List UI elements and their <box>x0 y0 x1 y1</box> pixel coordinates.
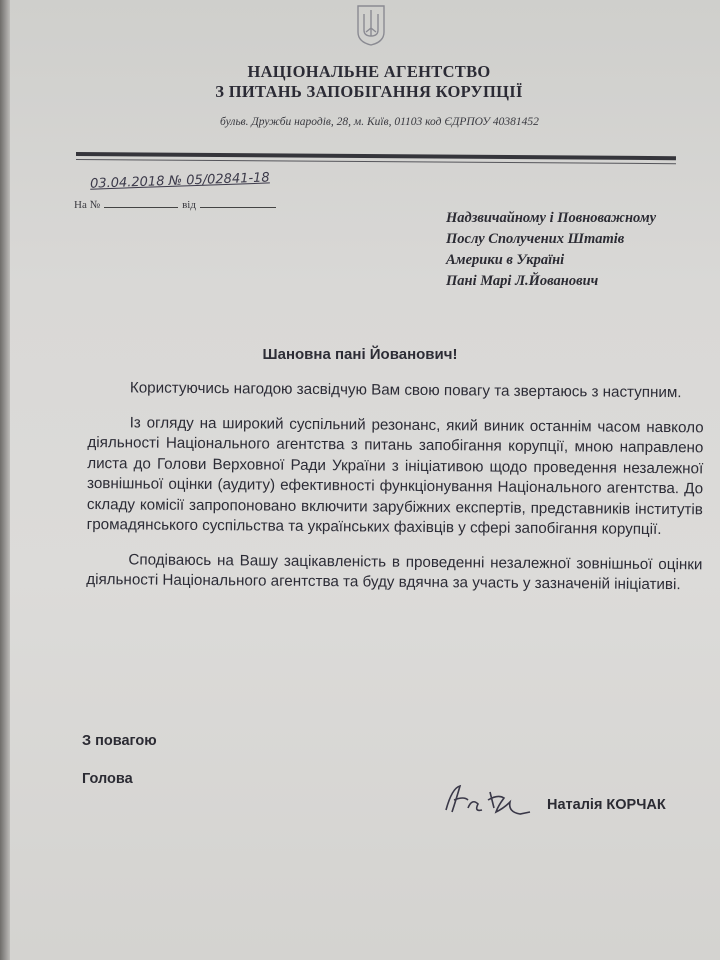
body-paragraph-2: Із огляду на широкий суспільний резонанс, який виник останнім часом навколо діяльності Національного агентства з питань запобігання корупції, мною направлено листа до Голови Верховної Ради України з ініціативою щодо проведення незалежної зовнішньої оцінки (аудиту) ефективності функціонування Національного агентства. До складу комісії запропоновано включити зарубіжних експертів, представників інститутів громадянського суспільства та українських фахівців у сфері запобігання корупції. <box>86 413 704 539</box>
letterhead-divider-thin <box>76 159 676 164</box>
recipient-line3: Америки в Україні <box>446 252 565 268</box>
closing-phrase: З повагою <box>82 733 157 749</box>
recipient-line1: Надзвичайному і Повноважному <box>446 210 657 226</box>
recipient-block <box>446 208 716 292</box>
recipient-line2: Послу Сполучених Штатів <box>446 231 625 247</box>
handwritten-outgoing-number: 03.04.2018 № 05/02841-18 <box>89 170 270 192</box>
handwritten-signature <box>438 778 538 822</box>
signer-position: Голова <box>82 771 133 787</box>
paper-edge <box>0 0 10 960</box>
salutation: Шановна пані Йованович! <box>262 346 458 363</box>
reference-number-label: На № <box>74 199 101 211</box>
reference-line <box>74 199 276 211</box>
reference-number-blank <box>104 207 178 208</box>
recipient-line4: Пані Марі Л.Йованович <box>446 273 599 289</box>
organization-address: бульв. Дружби народів, 28, м. Київ, 01103 код ЄДРПОУ 40381452 <box>220 116 539 128</box>
trident-icon <box>354 2 388 46</box>
reference-date-blank <box>200 207 276 208</box>
organization-name-line1: НАЦІОНАЛЬНЕ АГЕНТСТВО <box>247 62 491 81</box>
letter-body <box>86 378 704 610</box>
body-paragraph-3: Сподіваюсь на Вашу зацікавленість в проведенні незалежної зовнішньої оцінки діяльності Національного агентства та буду вдячна за участь у зазначеній ініціативі. <box>86 550 703 594</box>
organization-name <box>0 62 720 102</box>
body-paragraph-1: Користуючись нагодою засвідчую Вам свою повагу та звертаюсь з наступним. <box>129 379 682 402</box>
signer-name: Наталія КОРЧАК <box>547 797 666 813</box>
organization-name-line2: З ПИТАНЬ ЗАПОБІГАННЯ КОРУПЦІЇ <box>215 82 523 101</box>
reference-date-label: від <box>182 199 196 211</box>
